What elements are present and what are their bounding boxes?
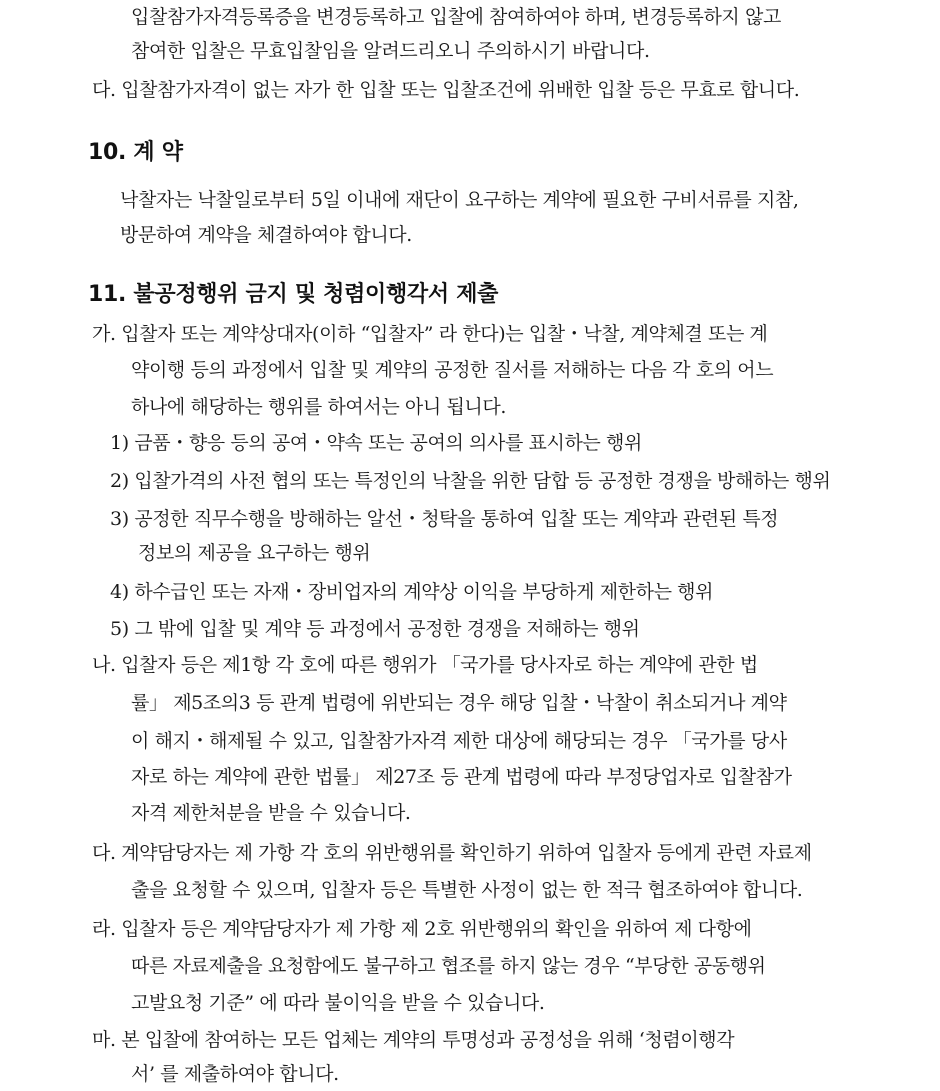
paragraph-line: 자로 하는 계약에 관한 법률」 제27조 등 관계 법령에 따라 부정당업자로 입찰참가 — [131, 766, 792, 788]
paragraph-line: 정보의 제공을 요구하는 행위 — [138, 542, 371, 564]
paragraph-line: 낙찰자는 낙찰일로부터 5일 이내에 재단이 요구하는 계약에 필요한 구비서류를 지참, — [120, 189, 799, 211]
list-item-na: 나. 입찰자 등은 제1항 각 호에 따른 행위가 「국가를 당사자로 하는 계약에 관한 법 — [92, 654, 758, 676]
paragraph-line: 참여한 입찰은 무효입찰임을 알려드리오니 주의하시기 바랍니다. — [131, 40, 650, 62]
numbered-item-3: 3) 공정한 직무수행을 방해하는 알선・청탁을 통하여 입찰 또는 계약과 관련된 특정 — [110, 508, 779, 530]
paragraph-line: 따른 자료제출을 요청함에도 불구하고 협조를 하지 않는 경우 “부당한 공동행위 — [131, 955, 766, 977]
numbered-item-1: 1) 금품・향응 등의 공여・약속 또는 공여의 의사를 표시하는 행위 — [110, 432, 642, 454]
paragraph-line: 하나에 해당하는 행위를 하여서는 아니 됩니다. — [131, 396, 506, 418]
section-heading-contract: 10. 계 약 — [88, 140, 183, 165]
paragraph-line: 출을 요청할 수 있으며, 입찰자 등은 특별한 사정이 없는 한 적극 협조하여야 합니다. — [131, 879, 803, 901]
list-item-ga: 가. 입찰자 또는 계약상대자(이하 “입찰자” 라 한다)는 입찰・낙찰, 계약체결 또는 계 — [92, 323, 768, 345]
list-item-da: 다. 계약담당자는 제 가항 각 호의 위반행위를 확인하기 위하여 입찰자 등에게 관련 자료제 — [92, 842, 812, 864]
numbered-item-5: 5) 그 밖에 입찰 및 계약 등 과정에서 공정한 경쟁을 저해하는 행위 — [110, 618, 640, 640]
paragraph-line: 방문하여 계약을 체결하여야 합니다. — [120, 224, 412, 246]
paragraph-line: 률」 제5조의3 등 관계 법령에 위반되는 경우 해당 입찰・낙찰이 취소되거나 계약 — [131, 692, 787, 714]
list-item-da: 다. 입찰참가자격이 없는 자가 한 입찰 또는 입찰조건에 위배한 입찰 등은 무효로 합니다. — [92, 79, 800, 101]
paragraph-line: 입찰참가자격등록증을 변경등록하고 입찰에 참여하여야 하며, 변경등록하지 않고 — [131, 6, 781, 28]
list-item-ma: 마. 본 입찰에 참여하는 모든 업체는 계약의 투명성과 공정성을 위해 ‘청렴이행각 — [92, 1029, 735, 1051]
numbered-item-4: 4) 하수급인 또는 자재・장비업자의 계약상 이익을 부당하게 제한하는 행위 — [110, 581, 714, 603]
section-heading-unfair-practices: 11. 불공정행위 금지 및 청렴이행각서 제출 — [88, 282, 499, 307]
list-item-ra: 라. 입찰자 등은 계약담당자가 제 가항 제 2호 위반행위의 확인을 위하여 제 다항에 — [92, 918, 752, 940]
paragraph-line: 자격 제한처분을 받을 수 있습니다. — [131, 802, 411, 824]
paragraph-line: 고발요청 기준” 에 따라 불이익을 받을 수 있습니다. — [131, 992, 545, 1014]
paragraph-line: 이 해지・해제될 수 있고, 입찰참가자격 제한 대상에 해당되는 경우 「국가를 당사 — [131, 730, 787, 752]
numbered-item-2: 2) 입찰가격의 사전 협의 또는 특정인의 낙찰을 위한 담합 등 공정한 경쟁을 방해하는 행위 — [110, 470, 831, 492]
paragraph-line: 약이행 등의 과정에서 입찰 및 계약의 공정한 질서를 저해하는 다음 각 호의 어느 — [131, 359, 774, 381]
paragraph-line: 서’ 를 제출하여야 합니다. — [131, 1063, 339, 1085]
